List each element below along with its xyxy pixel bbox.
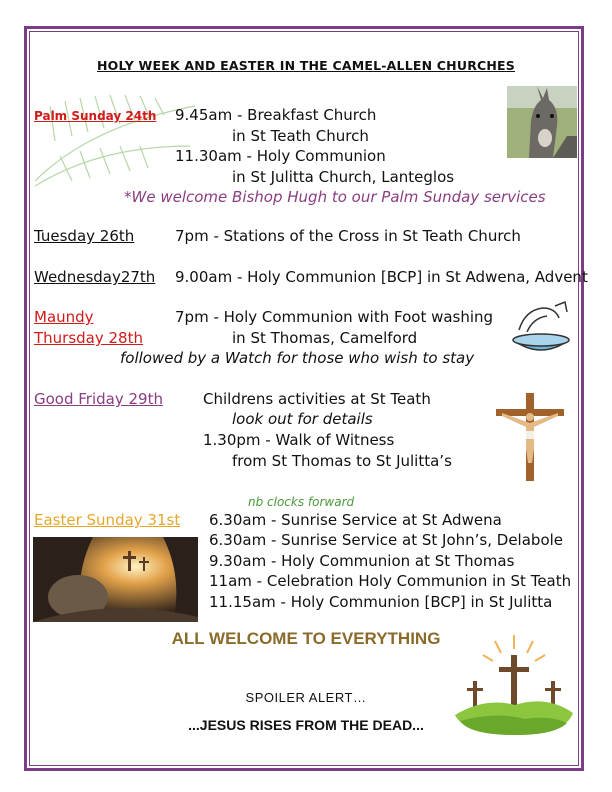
palm-sunday-label: Palm Sunday 24th [34, 109, 157, 123]
easter-sunday-label: Easter Sunday 31st [34, 511, 181, 529]
easter-line-3: 9.30am - Holy Communion at St Thomas [209, 552, 515, 570]
crucifix-image [492, 393, 568, 481]
palm-line-1: 9.45am - Breakfast Church [175, 106, 377, 124]
maundy-line-2: in St Thomas, Camelford [232, 329, 418, 347]
palm-note: *We welcome Bishop Hugh to our Palm Sunday services [124, 188, 546, 206]
good-friday-label: Good Friday 29th [34, 390, 163, 408]
palm-leaves-image [30, 86, 200, 196]
easter-line-4: 11am - Celebration Holy Communion in St Teath [209, 572, 572, 590]
jesus-rises-text: ...JESUS RISES FROM THE DEAD... [188, 717, 424, 733]
easter-line-1: 6.30am - Sunrise Service at St Adwena [209, 511, 502, 529]
donkey-image [507, 86, 577, 158]
maundy-line-1: 7pm - Holy Communion with Foot washing [175, 308, 494, 326]
clocks-forward-note: nb clocks forward [248, 495, 355, 509]
spoiler-alert: SPOILER ALERT… [245, 690, 367, 705]
friday-line-3: 1.30pm - Walk of Witness [203, 431, 395, 449]
friday-line-2: look out for details [232, 410, 373, 428]
friday-line-4: from St Thomas to St Julitta’s [232, 452, 452, 470]
tuesday-line: 7pm - Stations of the Cross in St Teath Church [175, 227, 521, 245]
maundy-label: Maundy [34, 308, 94, 326]
palm-line-2: in St Teath Church [232, 127, 369, 145]
page-title: HOLY WEEK AND EASTER IN THE CAMEL-ALLEN CHURCHES [97, 58, 515, 73]
palm-line-3: 11.30am - Holy Communion [175, 147, 386, 165]
friday-line-1: Childrens activities at St Teath [203, 390, 431, 408]
empty-tomb-image [33, 537, 198, 622]
thursday-label: Thursday 28th [34, 329, 143, 347]
tuesday-label: Tuesday 26th [34, 227, 135, 245]
easter-line-5: 11.15am - Holy Communion [BCP] in St Julitta [209, 593, 553, 611]
maundy-note: followed by a Watch for those who wish to stay [120, 349, 475, 367]
all-welcome-heading: ALL WELCOME TO EVERYTHING [171, 629, 441, 648]
wednesday-line: 9.00am - Holy Communion [BCP] in St Adwena, Advent [175, 268, 588, 286]
wednesday-label: Wednesday27th [34, 268, 156, 286]
easter-line-2: 6.30am - Sunrise Service at St John’s, Delabole [209, 531, 564, 549]
foot-washing-bowl-image [507, 300, 575, 362]
palm-line-4: in St Julitta Church, Lanteglos [232, 168, 455, 186]
